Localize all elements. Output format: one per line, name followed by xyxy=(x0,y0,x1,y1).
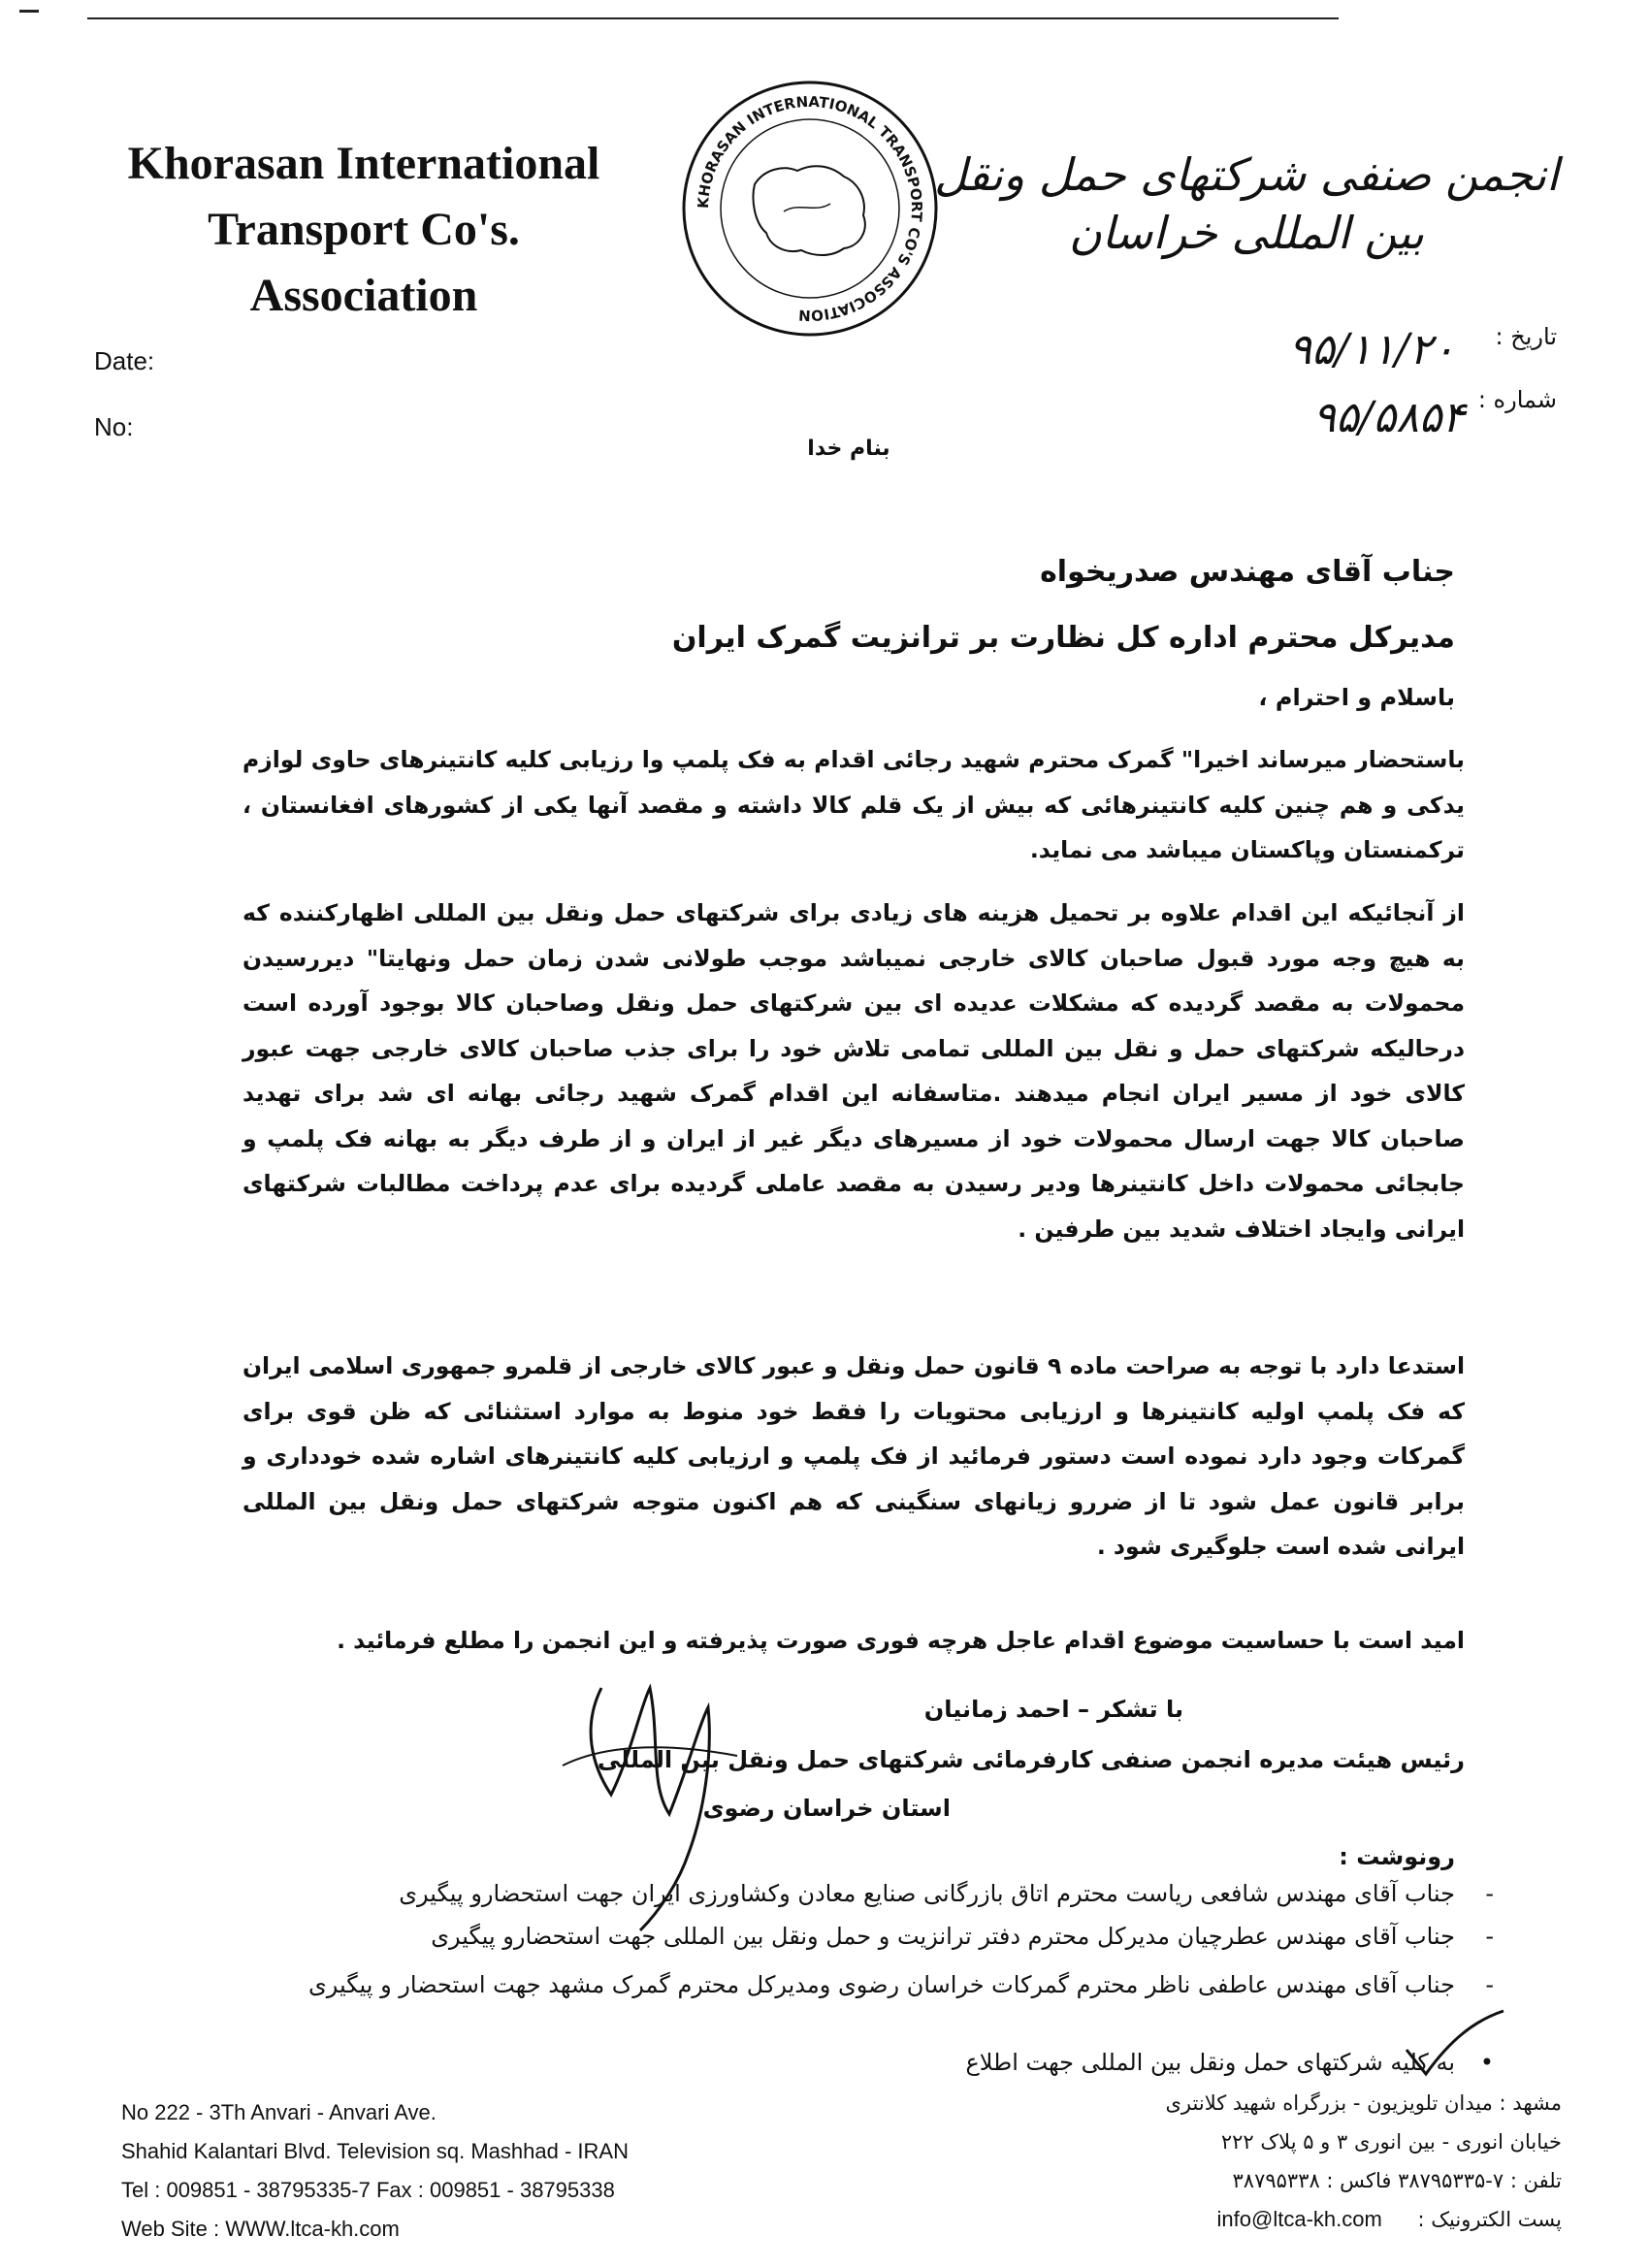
cc-item-text: جناب آقای مهندس عاطفی ناظر محترم گمرکات خراسان رضوی ومدیرکل محترم گمرک مشهد جهت استحضار و پیگیری xyxy=(308,1971,1455,1998)
body-paragraph-4-text: امید است با حساسیت موضوع اقدام عاجل هرچه فوری صورت پذیرفته و این انجمن را مطلع فرمائید . xyxy=(337,1627,1465,1654)
date-label-en: Date: xyxy=(94,346,155,375)
cc-dash: - xyxy=(1485,1880,1494,1907)
footer-website: Web Site : WWW.ltca-kh.com xyxy=(121,2217,400,2241)
english-org-name xyxy=(92,131,635,329)
logo-ring-text: KHORASAN INTERNATIONAL TRANSPORT CO'S ASSOCIATION xyxy=(694,92,926,325)
english-org-name-line2: Transport Co's. Association xyxy=(208,204,520,321)
checkmark-icon xyxy=(1397,2006,1513,2084)
cc-item xyxy=(233,1965,1494,2004)
footer-en-line: No 222 - 3Th Anvari - Anvari Ave. xyxy=(121,2100,436,2124)
body-paragraph-2-text: از آنجائیکه این اقدام علاوه بر تحمیل هزینه های زیادی برای شرکتهای حمل ونقل بین المللی اظهارکننده که به هیچ وجه مورد قبول صاحبان کالای خارجی نمیباشد موجب طولانی شدن زمان حمل ونهایتا" دیررسیدن محمولات به مقصد گردیده که مشکلات عدیده ای بین شرکتهای حمل ونقل وصاحبان کالا بوجود آورده است درحالیکه شرکتهای حمل و نقل بین المللی تمامی تلاش خود را برای جذب صاحبان کالای خارجی جهت عبور کالای خود از مسیر ایران انجام میدهند .متاسفانه این اقدام گمرک شهید رجائی بهانه ای شد برای تهدید صاحبان کالا جهت ارسال محمولات خود از مسیرهای دیگر غیر از ایران و از طرف دیگر به بهانه فک پلمپ و جابجائی محمولات داخل کانتینرها ودیر رسیدن به مقصد عاملی گردیده برای عدم پرداخت مطالبات شرکتهای ایرانی وایجاد اختلاف شدید بین طرفین . xyxy=(242,899,1465,1243)
number-value: ۹۵/۵۸۵۴ xyxy=(1312,393,1465,442)
date-label-fa: تاریخ : xyxy=(1495,323,1557,350)
closing-thanks: با تشکر – احمد زمانیان xyxy=(923,1696,1183,1723)
top-rule xyxy=(87,17,1339,19)
greeting: باسلام و احترام ، xyxy=(1258,684,1455,711)
number-label-en: No: xyxy=(94,412,134,441)
cc-bullet: • xyxy=(1479,2049,1494,2076)
cc-dash: - xyxy=(1485,1923,1494,1950)
body-paragraph-1-text: باستحضار میرساند اخیرا" گمرک محترم شهید رجائی اقدام به فک پلمپ وا رزیابی کلیه کانتینرهای حاوی لوازم یدکی و هم چنین کلیه کانتینرهائی که بیش از یک قلم کالا داشته و مقصد آنها یکی از کشورهای افغانستان ، ترکمنستان وپاکستان میباشد می نماید. xyxy=(242,746,1465,863)
svg-text:KHORASAN INTERNATIONAL TRANSPO xyxy=(695,93,925,324)
footer-fa-line: مشهد : میدان تلویزیون - بزرگراه شهید کلانتری xyxy=(1165,2091,1562,2115)
recipient-line2: مدیرکل محترم اداره کل نظارت بر ترانزیت گمرک ایران xyxy=(671,621,1455,655)
footer-fa-line: خیابان انوری - بین انوری ۳ و ۵ پلاک ۲۲۲ xyxy=(1220,2130,1562,2154)
body-paragraph-4 xyxy=(242,1618,1465,1664)
persian-org-name: انجمن صنفی شرکتهای حمل ونقل بین المللی خراسان xyxy=(934,148,1559,259)
footer-email: info@ltca-kh.com xyxy=(1216,2207,1382,2231)
closing-province: استان خراسان رضوی xyxy=(702,1795,951,1822)
body-paragraph-3 xyxy=(242,1344,1465,1570)
body-paragraph-3-text: استدعا دارد با توجه به صراحت ماده ۹ قانون حمل ونقل و عبور کالای خارجی از قلمرو جمهوری اسلامی ایران که فک پلمپ اولیه کانتینرها و ارزیابی محتویات را فقط خود منوط به موارد استثنائی که ظن قوی برای گمرکات وجود دارد نموده است دستور فرمائید از فک پلمپ و ارزیابی کلیه کانتینرهای اشاره شده خودداری و برابر قانون عمل شود تا از ضررو زیانهای سنگینی که هم اکنون متوجه شرکتهای حمل ونقل بین المللی ایرانی شده است جلوگیری شود . xyxy=(242,1352,1466,1560)
association-logo xyxy=(669,68,951,349)
footer-fa-line: تلفن : ۷-۳۸۷۹۵۳۳۵ فاکس : ۳۸۷۹۵۳۳۸ xyxy=(1232,2169,1562,2192)
footer-fa-line xyxy=(1057,2200,1562,2239)
cc-item-text: جناب آقای مهندس شافعی ریاست محترم اتاق بازرگانی صنایع معادن وکشاورزی ایران جهت استحضارو پیگیری xyxy=(399,1880,1455,1907)
cc-item xyxy=(233,1880,1494,1907)
bismillah-heading: بنام خدا xyxy=(807,437,890,461)
recipient-line1: جناب آقای مهندس صدریخواه xyxy=(1040,555,1455,589)
footer-en-line: Shahid Kalantari Blvd. Television sq. Mashhad - IRAN xyxy=(121,2139,629,2163)
corner-mark xyxy=(19,10,39,13)
english-org-name-line1: Khorasan International xyxy=(127,138,600,189)
body-paragraph-2 xyxy=(242,891,1465,1251)
footer-address-en xyxy=(121,2093,629,2249)
body-paragraph-1 xyxy=(242,737,1465,873)
footer-en-line: Tel : 009851 - 38795335-7 Fax : 009851 - 38795338 xyxy=(121,2178,615,2202)
cc-item xyxy=(233,2049,1494,2076)
cc-item xyxy=(233,1923,1494,1950)
cc-dash: - xyxy=(1485,1971,1494,1998)
date-value: ۹۵/۱۱/۲۰ xyxy=(1288,325,1455,374)
cc-item-text: به کلیه شرکتهای حمل ونقل بین المللی جهت اطلاع xyxy=(965,2049,1455,2076)
number-label-fa: شماره : xyxy=(1477,386,1557,413)
footer-email-label: پست الکترونیک : xyxy=(1417,2208,1562,2231)
cc-item-text: جناب آقای مهندس عطرچیان مدیرکل محترم دفتر ترانزیت و حمل ونقل بین المللی جهت استحضارو پیگیری xyxy=(431,1923,1455,1950)
footer-address-fa xyxy=(1057,2084,1562,2239)
closing-title: رئیس هیئت مدیره انجمن صنفی کارفرمائی شرکتهای حمل ونقل بین المللی xyxy=(597,1746,1465,1773)
cc-title: رونوشت : xyxy=(1339,1843,1455,1870)
